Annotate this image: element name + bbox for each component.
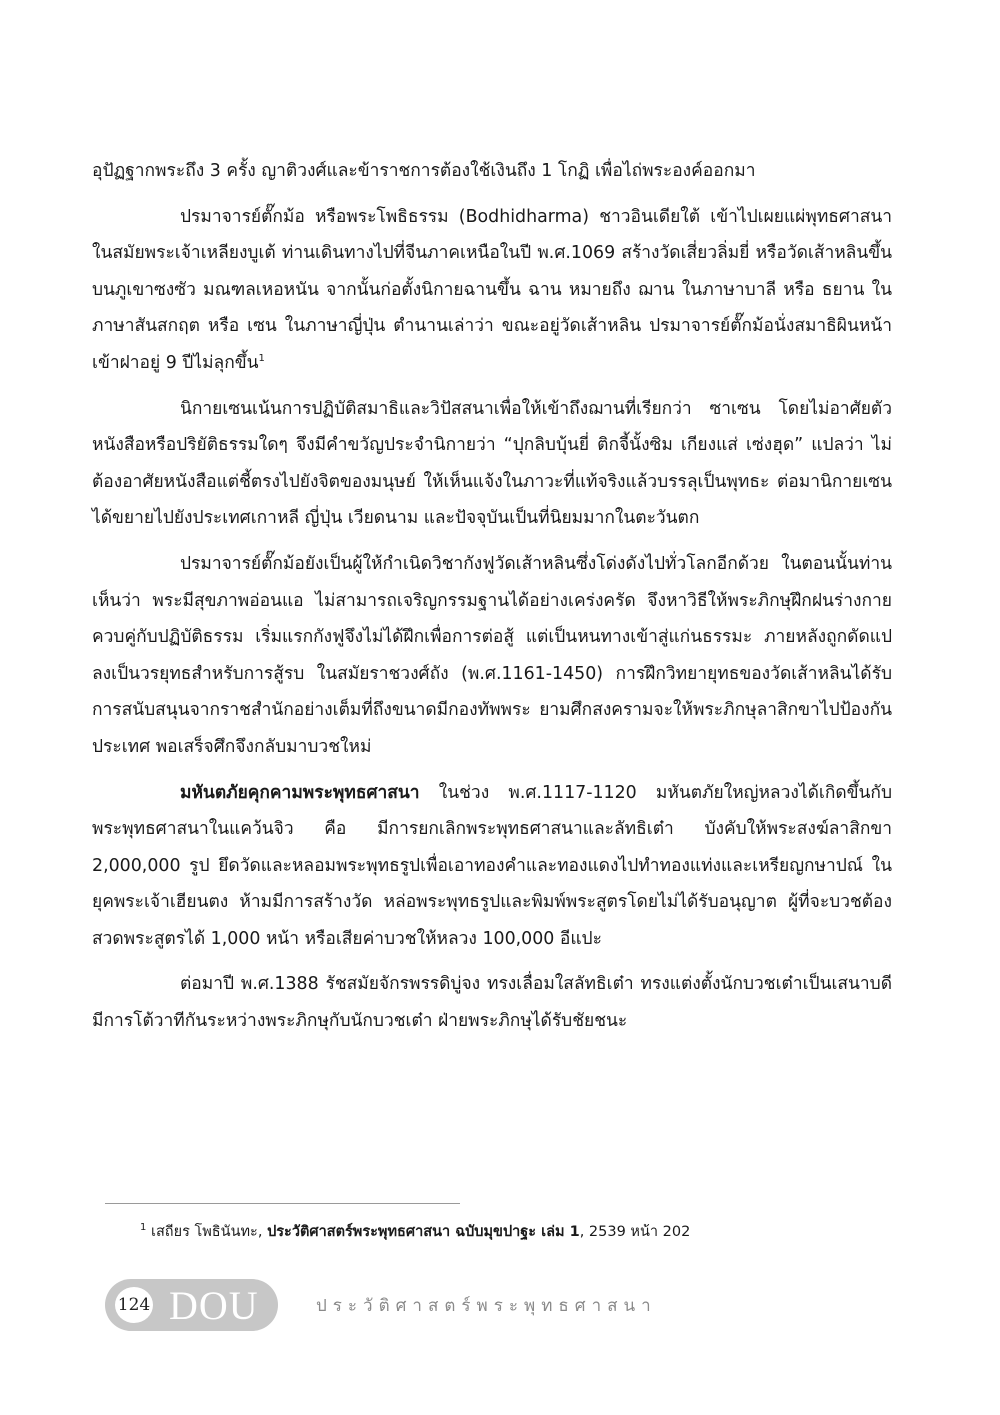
paragraph-text: ปรมาจารย์ตั๊กม้อ หรือพระโพธิธรรม (Bodhidharma) ชาวอินเดียใต้ เข้าไปเผยแผ่พุทธศาสนาในสมัยพระเจ้าเหลียงบูเต้ ท่านเดินทางไปที่จีนภาคเหนือในปี พ.ศ.1069 สร้างวัดเสี่ยวลิ่มยี่ หรือวัดเส้าหลินขึ้นบนภูเขาซงซัว มณฑลเหอหนัน จากนั้นก่อตั้งนิกายฉานขึ้น ฉาน หมายถึง ฌาน ในภาษาบาลี หรือ ธยาน ในภาษาสันสกฤต หรือ เซน ในภาษาญี่ปุ่น ตำนานเล่าว่า ขณะอยู่วัดเส้าหลิน ปรมาจารย์ตั๊กม้อนั่งสมาธิผินหน้าเข้าฝาอยู่ 9 ปีไม่ลุกขึ้น: [92, 206, 892, 373]
footnote-reference: 1: [258, 353, 265, 365]
paragraph-text: ต่อมาปี พ.ศ.1388 รัชสมัยจักรพรรดิบู่จง ทรงเลื่อมใสลัทธิเต๋า ทรงแต่งตั้งนักบวชเต๋าเป็นเสนาบดี มีการโต้วาทีกันระหว่างพระภิกษุกับนักบวชเต๋า ฝ่ายพระภิกษุได้รับชัยชนะ: [92, 974, 892, 1032]
paragraph-1: [92, 153, 892, 190]
brand-logo: DOU: [169, 1283, 259, 1328]
footnote-details: , 2539 หน้า 202: [579, 1224, 691, 1240]
paragraph-2: [92, 199, 892, 382]
paragraph-3: [92, 391, 892, 537]
paragraph-5: [92, 775, 892, 958]
footnote-mark: 1: [140, 1222, 147, 1234]
page-footer: [105, 1279, 657, 1331]
footer-badge: [105, 1279, 278, 1331]
paragraph-text: อุปัฏฐากพระถึง 3 ครั้ง ญาติวงศ์และข้าราชการต้องใช้เงินถึง 1 โกฏิ เพื่อไถ่พระองค์ออกมา: [92, 161, 756, 181]
body-text: [92, 153, 892, 1049]
section-heading: มหันตภัยคุกคามพระพุทธศาสนา: [180, 782, 420, 803]
paragraph-text: ปรมาจารย์ตั๊กม้อยังเป็นผู้ให้กำเนิดวิชากังฟูวัดเส้าหลินซึ่งโด่งดังไปทั่วโลกอีกด้วย ในตอนนั้นท่านเห็นว่า พระมีสุขภาพอ่อนแอ ไม่สามารถเจริญกรรมฐานได้อย่างเคร่งครัด จึงหาวิธีให้พระภิกษุฝึกฝนร่างกายควบคู่กับปฏิบัติธรรม เริ่มแรกกังฟูจึงไม่ได้ฝึกเพื่อการต่อสู้ แต่เป็นหนทางเข้าสู่แก่นธรรมะ ภายหลังถูกดัดแปลงเป็นวรยุทธสำหรับการสู้รบ ในสมัยราชวงศ์ถัง (พ.ศ.1161-1450) การฝึกวิทยายุทธของวัดเส้าหลินได้รับการสนับสนุนจากราชสำนักอย่างเต็มที่ถึงขนาดมีกองทัพพระ ยามศึกสงครามจะให้พระภิกษุลาสิกขาไปป้องกันประเทศ พอเสร็จศึกจึงกลับมาบวชใหม่: [92, 553, 892, 757]
footnote: [140, 1221, 900, 1243]
paragraph-text: ในช่วง พ.ศ.1117-1120 มหันตภัยใหญ่หลวงได้เกิดขึ้นกับพระพุทธศาสนาในแคว้นจิว คือ มีการยกเลิกพระพุทธศาสนาและลัทธิเต๋า บังคับให้พระสงฆ์ลาสิกขา 2,000,000 รูป ยึดวัดและหลอมพระพุทธรูปเพื่อเอาทองคำและทองแดงไปทำทองแท่งและเหรียญกษาปณ์ ในยุคพระเจ้าเฮียนตง ห้ามมีการสร้างวัด หล่อพระพุทธรูปและพิมพ์พระสูตรโดยไม่ได้รับอนุญาต ผู้ที่จะบวชต้องสวดพระสูตรได้ 1,000 หน้า หรือเสียค่าบวชให้หลวง 100,000 อีแปะ: [92, 782, 892, 949]
paragraph-6: [92, 966, 892, 1039]
running-title: ประวัติศาสตร์พระพุทธศาสนา: [316, 1295, 657, 1316]
footnote-divider: [105, 1203, 460, 1204]
paragraph-4: [92, 546, 892, 766]
page-number: 124: [115, 1287, 153, 1323]
footnote-title: ประวัติศาสตร์พระพุทธศาสนา ฉบับมุขปาฐะ เล่ม 1: [267, 1224, 580, 1240]
footnote-author: เสถียร โพธินันทะ,: [150, 1224, 268, 1240]
paragraph-text: นิกายเซนเน้นการปฏิบัติสมาธิและวิปัสสนาเพื่อให้เข้าถึงฌานที่เรียกว่า ซาเซน โดยไม่อาศัยตัวหนังสือหรือปริยัติธรรมใดๆ จึงมีคำขวัญประจำนิกายว่า “ปุกลิบบุ้นยี่ ติกจี้นั้งซิม เกียงแส่ เซ่งฮุด” แปลว่า ไม่ต้องอาศัยหนังสือแต่ชี้ตรงไปยังจิตของมนุษย์ ให้เห็นแจ้งในภาวะที่แท้จริงแล้วบรรลุเป็นพุทธะ ต่อมานิกายเซนได้ขยายไปยังประเทศเกาหลี ญี่ปุ่น เวียดนาม และปัจจุบันเป็นที่นิยมมากในตะวันตก: [92, 398, 892, 529]
